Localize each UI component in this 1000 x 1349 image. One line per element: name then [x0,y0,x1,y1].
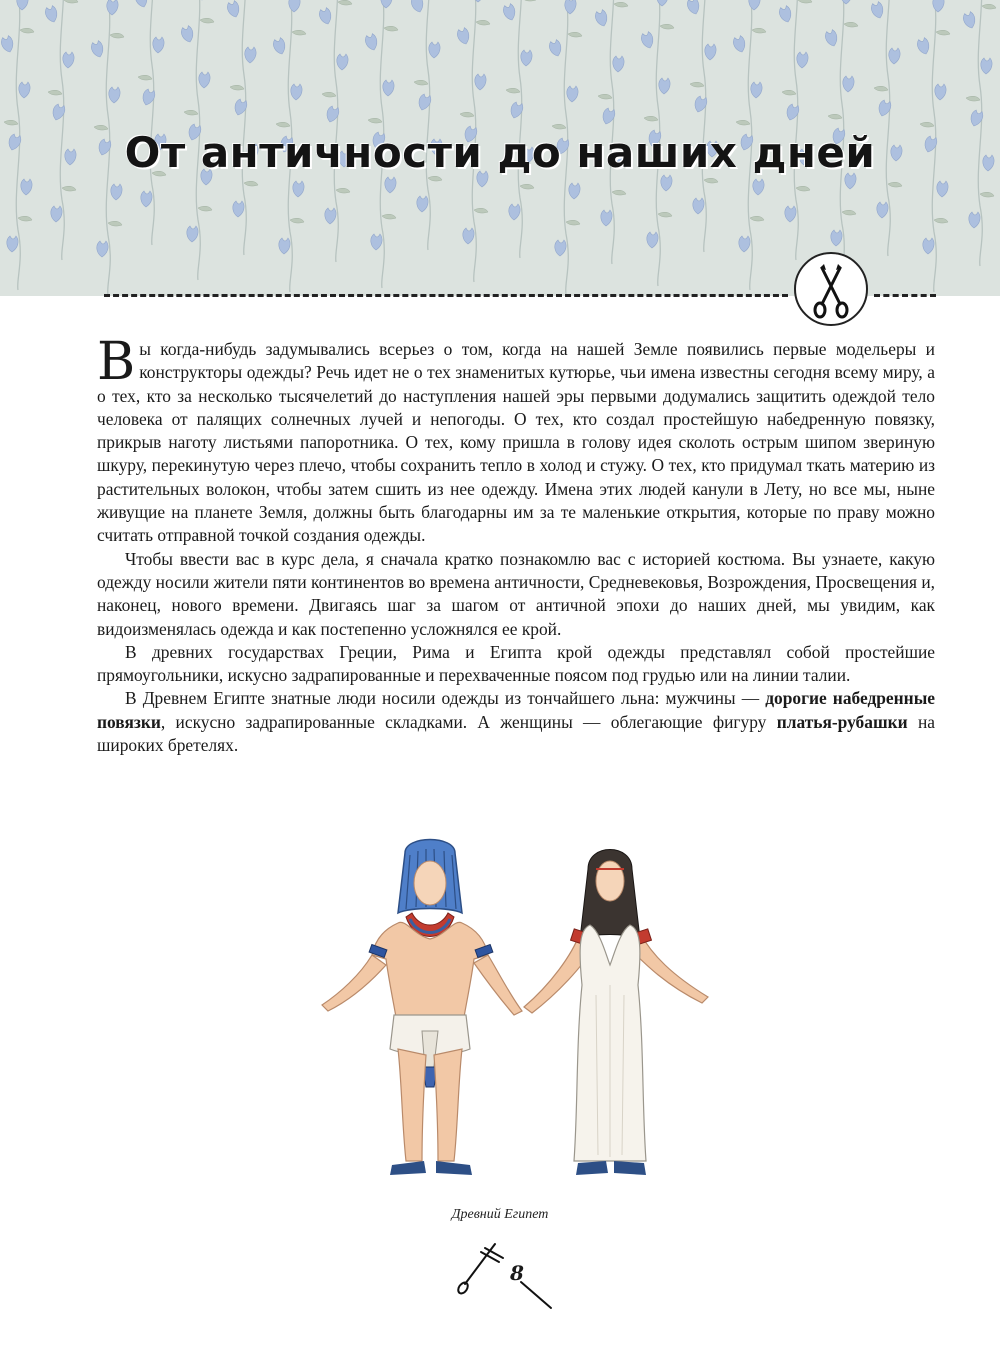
article-text [97,332,935,757]
paragraph-3: В древних государствах Греции, Рима и Египта крой одежды представлял собой простейшие прямоугольники, искусно задрапированные и перехваченные поясом под грудью или на линии талии. [97,641,935,686]
page-title: От античности до наших дней [124,128,876,177]
egyptian-woman-figure [524,850,708,1176]
needle-thread-icon [455,1238,555,1312]
term-shirt-dress: платья-рубашки [776,711,908,732]
header-banner [0,0,1000,296]
drop-cap: В [97,332,136,392]
paragraph-4-text-e: на широких бретелях. [97,711,935,756]
figure-caption: Древний Египет [451,1207,549,1222]
paragraph-2: Чтобы ввести вас в курс дела, я сначала кратко познакомлю вас с историей костюма. Вы узнаете, какую одежду носили жители пяти континентов во времена античности, Средневековья, Возрождения, Просвещения и, наконец, нового времени. Двигаясь шаг за шагом от античной эпохи до наших дней, мы увидим, как видоизменялась одежда и как постепенно усложнялся ее крой. [97,548,935,639]
paragraph-4-text-a: В Древнем Египте знатные люди носили одежды из тончайшего льна: мужчины — [125,688,766,709]
paragraph-4 [97,687,935,757]
egyptian-man-figure [322,840,522,1176]
paragraph-4-text-c: , искусно задрапированные складками. А женщины — облегающие фигуру [160,711,777,732]
egyptian-couple-illustration [310,835,730,1195]
dashed-divider-right [874,294,936,297]
paragraph-1 [97,332,935,548]
dashed-divider-left [104,294,788,297]
term-loincloth: дорогие набедренные повязки [97,688,935,732]
paragraph-1-text: ы когда-нибудь задумывались всерьез о том, когда на нашей Земле появились первые модельеры и конструкторы одежды? Речь идет не о тех знаменитых кутюрье, чьи имена известны сегодня всему миру, а о тех, кто за несколько тысячелетий до наступления нашей эры первыми додумались защитить одеждой тело человека от палящих солнечных лучей и непогоды. О тех, кто создал простейшую набедренную повязку, прикрыв наготу листьями папоротника. О тех, кому пришла в голову идея сколоть острым шипом звериную шкуру, перекинутую через плечо, чтобы сохранить тепло в холод и стужу. О тех, кто придумал ткать материю из растительных волокон, чтобы затем сшить из нее одежду. Имена этих людей канули в Лету, но все мы, ныне живущие на планете Земля, должны быть благодарны им за те маленькие открытия, которые по праву можно считать отправной точкой создания одежды. [97,339,935,546]
scissors-icon [796,254,866,324]
scissors-badge [794,252,868,326]
page-number: 8 [510,1261,524,1285]
